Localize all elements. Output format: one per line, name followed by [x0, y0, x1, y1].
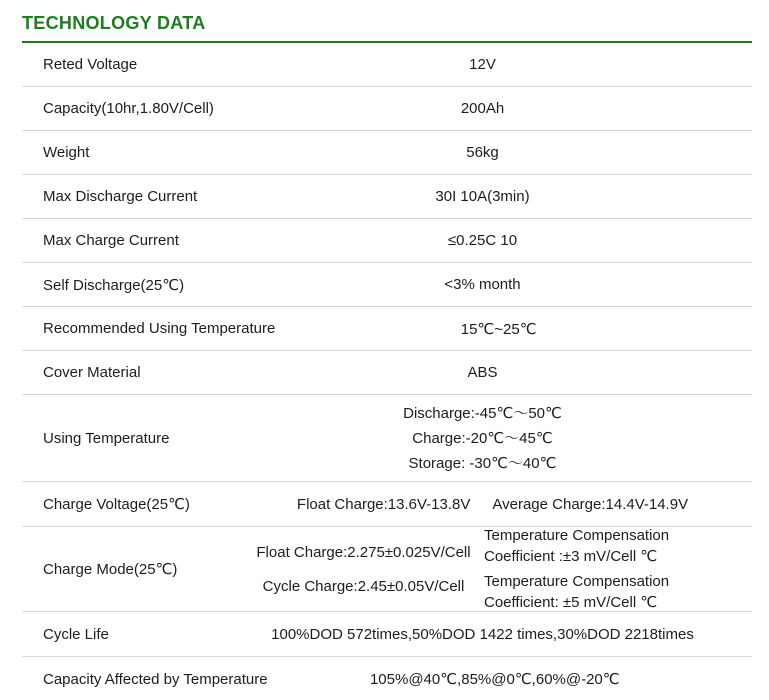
spec-compensation-block — [484, 571, 752, 613]
spec-value: <3% month — [444, 276, 521, 293]
spec-label: Capacity(10hr,1.80V/Cell) — [43, 100, 214, 117]
table-row-charge-voltage — [22, 482, 752, 527]
spec-value: 105%@40℃,85%@0℃,60%@-20℃ — [369, 671, 620, 688]
spec-label: Weight — [43, 144, 90, 161]
spec-value: 30I 10A(3min) — [435, 188, 530, 205]
spec-value: 15℃~25℃ — [460, 320, 537, 338]
spec-value: Average Charge:14.4V-14.9V — [492, 495, 689, 513]
spec-charge-values — [243, 535, 484, 603]
spec-label: Recommended Using Temperature — [43, 320, 276, 337]
table-row — [22, 219, 752, 263]
spec-label: Cover Material — [43, 364, 141, 381]
spec-compensation-values — [484, 525, 752, 613]
spec-label: Cycle Life — [43, 625, 109, 643]
table-row — [22, 87, 752, 131]
spec-value-line: Coefficient :±3 mV/Cell ℃ — [484, 548, 658, 565]
spec-value-multiline — [243, 401, 752, 476]
spec-value-line: Charge:-20℃～45℃ — [412, 429, 553, 447]
spec-value-line: Float Charge:2.275±0.025V/Cell — [256, 543, 471, 561]
spec-label: Max Discharge Current — [43, 188, 198, 205]
table-row — [22, 263, 752, 307]
spec-value: 12V — [469, 56, 496, 73]
page-title: TECHNOLOGY DATA — [22, 13, 206, 33]
spec-value-pair — [243, 496, 752, 513]
spec-value-line: Cycle Charge:2.45±0.05V/Cell — [262, 577, 465, 595]
table-row-charge-mode — [22, 527, 752, 612]
spec-value-line: Temperature Compensation — [484, 527, 670, 544]
table-row — [22, 307, 752, 351]
spec-label: Using Temperature — [43, 429, 170, 447]
spec-label: Self Discharge(25℃) — [43, 276, 185, 294]
spec-value-line: Temperature Compensation — [484, 573, 670, 590]
spec-label: Charge Mode(25℃) — [43, 561, 178, 578]
spec-value: 56kg — [466, 144, 499, 161]
table-row-using-temperature — [22, 395, 752, 482]
table-row — [22, 43, 752, 87]
table-row — [22, 175, 752, 219]
spec-value: 100%DOD 572times,50%DOD 1422 times,30%DOD 2218times — [271, 625, 694, 643]
spec-label: Charge Voltage(25℃) — [43, 496, 190, 513]
spec-compensation-block — [484, 525, 752, 567]
spec-value: 200Ah — [460, 100, 505, 117]
spec-label: Capacity Affected by Temperature — [43, 670, 268, 688]
section-header — [22, 0, 752, 43]
table-row — [22, 612, 752, 657]
spec-value-line: Discharge:-45℃～50℃ — [403, 404, 562, 422]
spec-value: ≤0.25C 10 — [447, 232, 518, 249]
table-row — [22, 351, 752, 395]
spec-label: Reted Voltage — [43, 56, 138, 73]
spec-value: Float Charge:13.6V-13.8V — [296, 495, 471, 513]
spec-value-line: Storage: -30℃～40℃ — [408, 454, 557, 472]
spec-table-container — [22, 0, 752, 700]
spec-label: Max Charge Current — [43, 232, 179, 249]
table-row — [22, 131, 752, 175]
table-row — [22, 657, 752, 700]
spec-value-line: Coefficient: ±5 mV/Cell ℃ — [484, 594, 658, 611]
spec-value: ABS — [467, 364, 498, 381]
